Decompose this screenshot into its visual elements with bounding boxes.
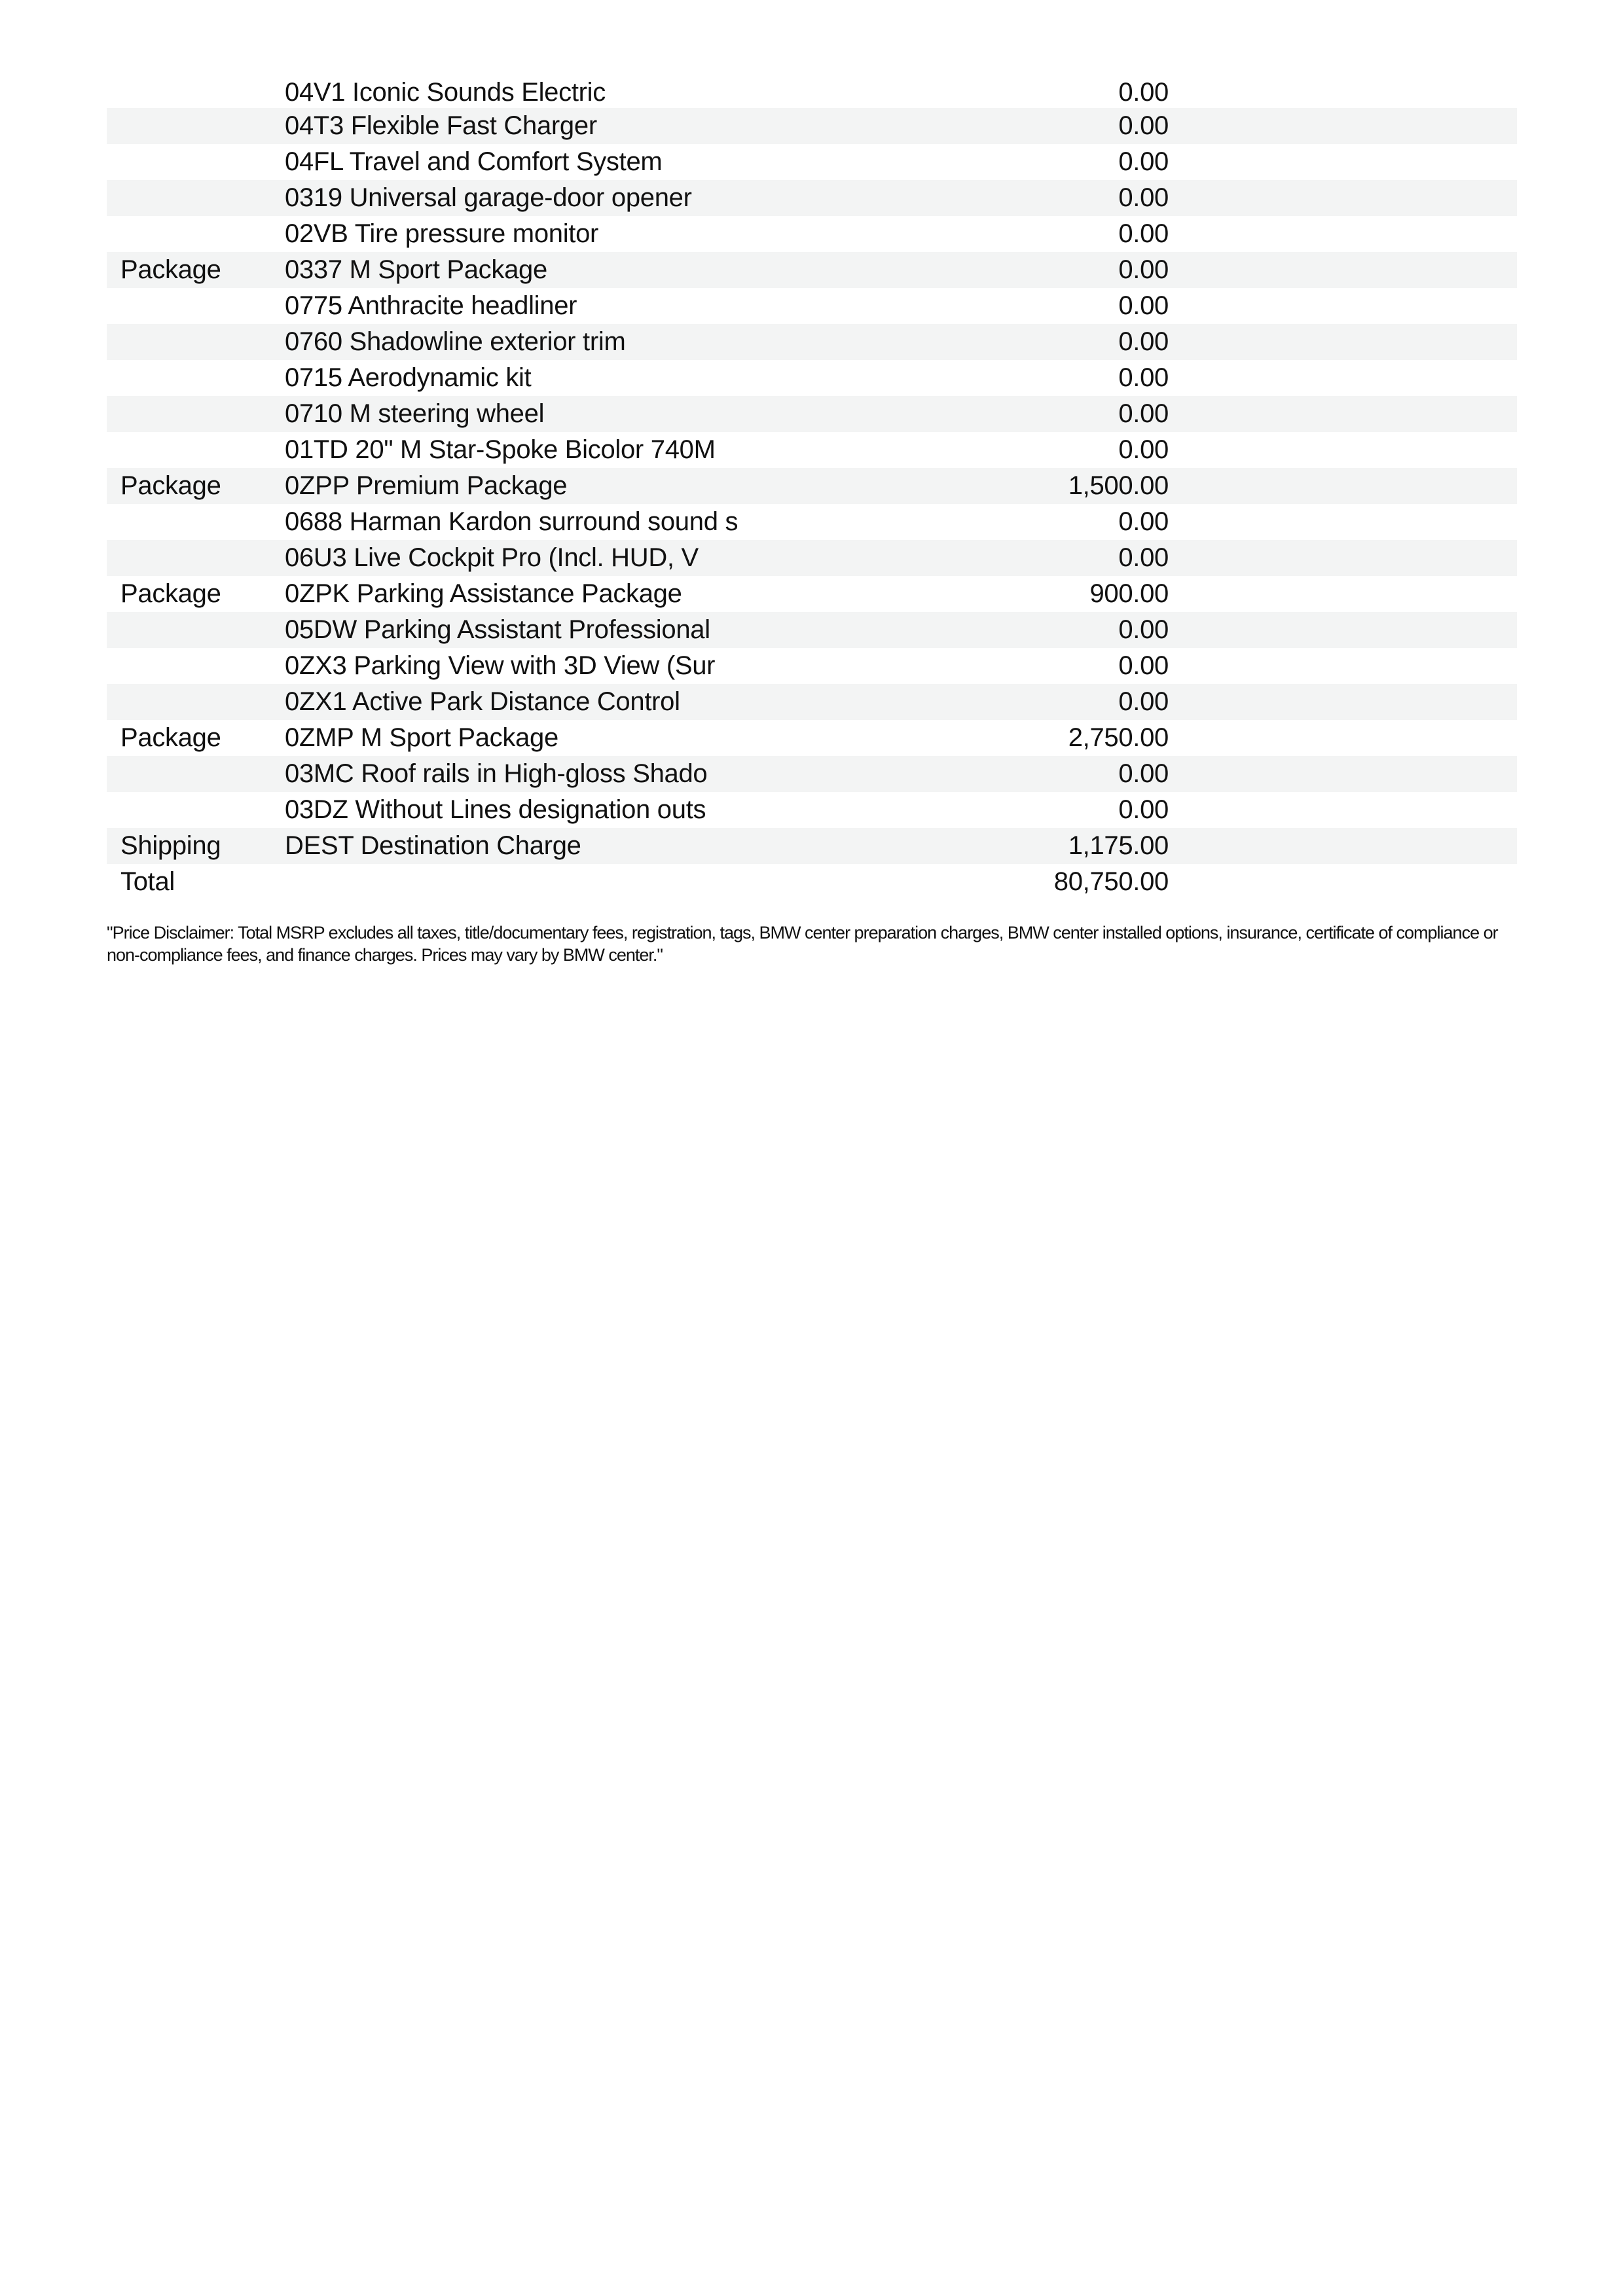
row-description: 0ZPP Premium Package (285, 471, 568, 500)
row-price: 0.00 (1118, 183, 1169, 212)
row-price: 0.00 (1118, 543, 1169, 572)
row-description: 06U3 Live Cockpit Pro (Incl. HUD, V (285, 543, 699, 572)
row-price: 0.00 (1118, 759, 1169, 788)
row-price: 0.00 (1118, 363, 1169, 392)
price-disclaimer: "Price Disclaimer: Total MSRP excludes all taxes, title/documentary fees, registration, tags, BMW center preparation charges, BMW center installed options, insurance, certificate of compliance or non-compliance fees, and finance charges. Prices may vary by BMW center." (107, 923, 1498, 965)
row-price: 0.00 (1118, 687, 1169, 716)
row-category: Package (120, 723, 221, 752)
row-description: 0ZMP M Sport Package (285, 723, 558, 752)
table-row (107, 684, 1517, 720)
row-description: 0319 Universal garage-door opener (285, 183, 692, 212)
row-price: 0.00 (1118, 77, 1169, 107)
row-category: Package (120, 255, 221, 284)
row-description: 01TD 20" M Star-Spoke Bicolor 740M (285, 435, 716, 464)
row-description: 0775 Anthracite headliner (285, 291, 577, 320)
row-category: Package (120, 471, 221, 500)
table-row (107, 612, 1517, 648)
row-price: 1,500.00 (1068, 471, 1169, 500)
table-row (107, 756, 1517, 792)
row-description: 0760 Shadowline exterior trim (285, 327, 626, 356)
row-price: 0.00 (1118, 651, 1169, 680)
total-row (107, 864, 1517, 900)
table-row (107, 216, 1517, 252)
table-row (107, 396, 1517, 432)
table-row (107, 252, 1517, 288)
row-description: 03DZ Without Lines designation outs (285, 795, 706, 824)
table-row (107, 360, 1517, 396)
options-price-table (107, 77, 1517, 900)
row-price: 0.00 (1118, 399, 1169, 428)
row-description: 02VB Tire pressure monitor (285, 219, 599, 248)
table-row (107, 576, 1517, 612)
row-description: 05DW Parking Assistant Professional (285, 615, 710, 644)
row-price: 0.00 (1118, 147, 1169, 176)
table-row (107, 468, 1517, 504)
table-row (107, 792, 1517, 828)
row-price: 0.00 (1118, 795, 1169, 824)
row-description: 0710 M steering wheel (285, 399, 545, 428)
row-price: 2,750.00 (1068, 723, 1169, 752)
row-description: 04T3 Flexible Fast Charger (285, 111, 597, 140)
table-row (107, 288, 1517, 324)
table-row (107, 828, 1517, 864)
row-description: DEST Destination Charge (285, 831, 581, 860)
row-description: 0ZPK Parking Assistance Package (285, 579, 682, 608)
total-price: 80,750.00 (1053, 867, 1169, 896)
row-price: 1,175.00 (1068, 831, 1169, 860)
row-price: 0.00 (1118, 291, 1169, 320)
row-price: 0.00 (1118, 507, 1169, 536)
row-category: Shipping (120, 831, 221, 860)
table-row (107, 540, 1517, 576)
row-category: Package (120, 579, 221, 608)
row-description: 0ZX3 Parking View with 3D View (Sur (285, 651, 716, 680)
row-price: 0.00 (1118, 615, 1169, 644)
table-row (107, 108, 1517, 144)
row-price: 0.00 (1118, 327, 1169, 356)
table-row (107, 324, 1517, 360)
table-row (107, 648, 1517, 684)
row-description: 03MC Roof rails in High-gloss Shado (285, 759, 708, 788)
table-row (107, 180, 1517, 216)
row-price: 900.00 (1089, 579, 1169, 608)
table-row (107, 77, 1517, 108)
row-category: Total (120, 867, 175, 896)
table-row (107, 504, 1517, 540)
row-description: 04V1 Iconic Sounds Electric (285, 77, 606, 107)
row-price: 0.00 (1118, 255, 1169, 284)
table-row (107, 720, 1517, 756)
table-row (107, 144, 1517, 180)
table-row (107, 432, 1517, 468)
row-description: 0688 Harman Kardon surround sound s (285, 507, 739, 536)
row-price: 0.00 (1118, 435, 1169, 464)
row-price: 0.00 (1118, 111, 1169, 140)
row-description: 0715 Aerodynamic kit (285, 363, 532, 392)
row-description: 04FL Travel and Comfort System (285, 147, 663, 176)
row-description: 0ZX1 Active Park Distance Control (285, 687, 680, 716)
row-price: 0.00 (1118, 219, 1169, 248)
row-description: 0337 M Sport Package (285, 255, 547, 284)
